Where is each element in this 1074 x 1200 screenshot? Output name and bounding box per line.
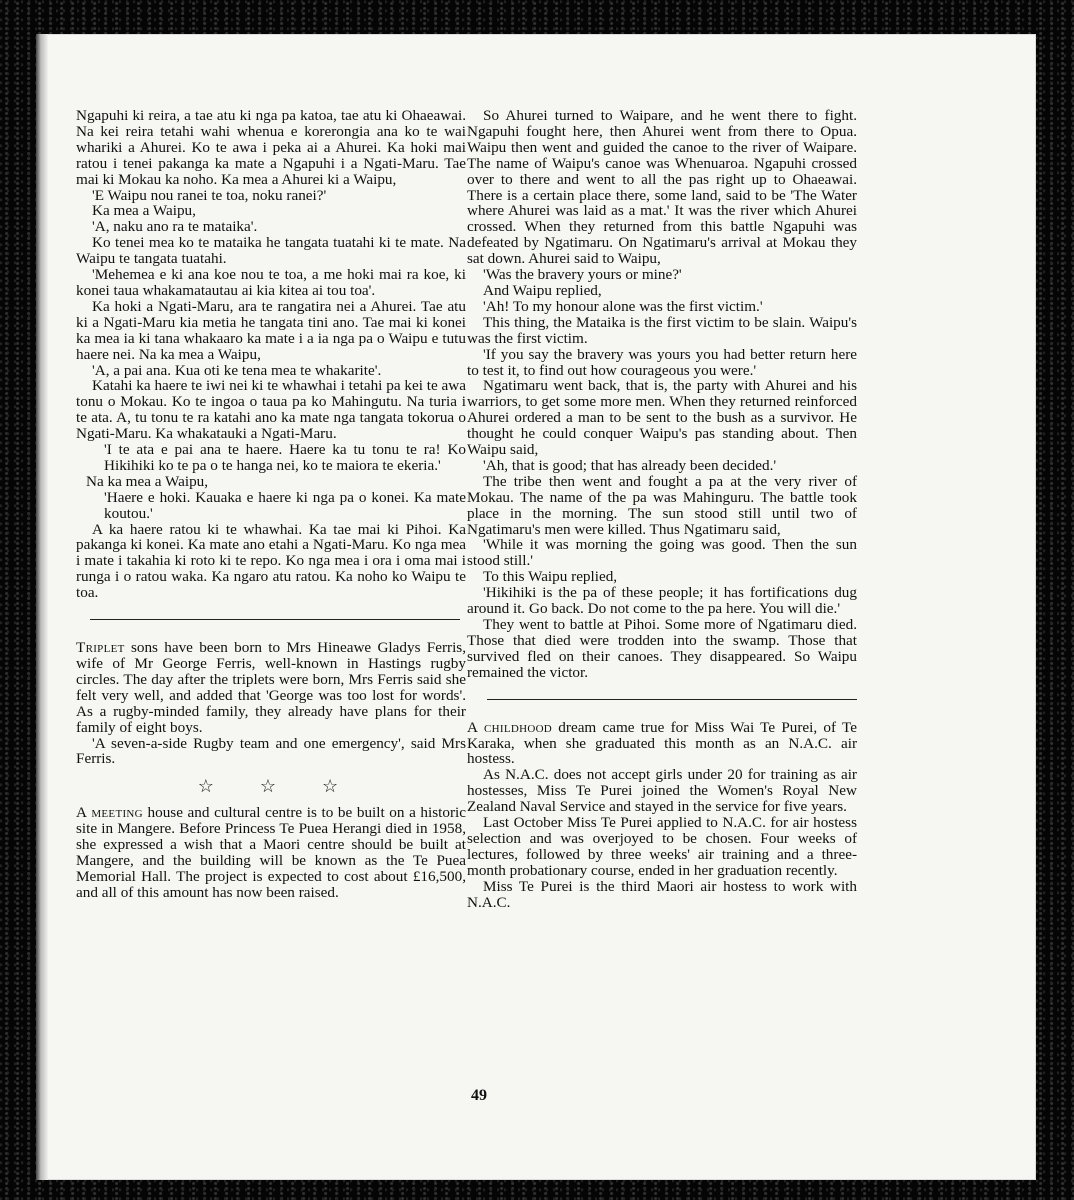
story-paragraph: Na ka mea a Waipu,	[86, 472, 209, 490]
story-paragraph: Ko tenei mea ko te mataika he tangata tuatahi ki te mate. Na Waipu te tangata tuatahi.	[76, 234, 466, 268]
story-paragraph: Ka hoki a Ngati-Maru, ara te rangatira nei a Ahurei. Tae atu ki a Ngati-Maru kia metia he tangata tini ano. Tae mai ki konei ka mea ia ki tana whakaaro ka mate i a ia nga pa o Waipu e tutu haere nei. Na ka mea a Waipu,	[76, 297, 466, 363]
maori-story-text	[76, 108, 466, 601]
story-paragraph: 'A, a pai ana. Kua oti ke tena mea te whakarite'.	[92, 361, 382, 379]
page-binding-edge	[36, 34, 48, 1180]
story-paragraph: 'Ah! To my honour alone was the first victim.'	[483, 297, 763, 315]
story-paragraph: Ngapuhi ki reira, a tae atu ki nga pa katoa, tae atu ki Ohaeawai. Na kei reira tetahi wahi whenua e korerongia ana ko te wai whariki a Ahurei. Ko te awa i peka ai a Ahurei. Ka hoki mai ratou i tenei pakanga ka mate a Ngapuhi i a Ngati-Maru. Tae mai ki Mokau ka noho. Ka mea a Ahurei ki a Waipu,	[76, 107, 466, 188]
section-divider	[487, 699, 857, 700]
childhood-lead: A childhood	[467, 718, 553, 736]
triplet-quote: 'A seven-a-side Rugby team and one emergency', said Mrs Ferris.	[76, 734, 466, 768]
story-paragraph: Ka mea a Waipu,	[92, 202, 196, 220]
story-paragraph: They went to battle at Pihoi. Some more of Ngatimaru died. Those that died were trodden into the swamp. Those that survived fled on their canoes. They disappeared. So Waipu remained the victor.	[467, 616, 857, 681]
story-paragraph: 'If you say the bravery was yours you had better return here to test it, to find out how courageous you were.'	[467, 345, 857, 379]
left-column	[76, 108, 466, 901]
story-paragraph: 'While it was morning the going was good. Then the sun stood still.'	[467, 536, 857, 570]
story-paragraph: 'Hikihiki is the pa of these people; it has fortifications dug around it. Go back. Do not come to the pa here. You will die.'	[467, 584, 857, 618]
english-story-text	[467, 108, 857, 681]
page-number: 49	[471, 1087, 487, 1104]
story-quote: 'I te ata e pai ana te haere. Haere ka tu tonu te ra! Ko Hikihiki ko te pa o te hanga nei, ko te maiora te ekeria.'	[104, 441, 466, 474]
story-paragraph: Katahi ka haere te iwi nei ki te whawhai i tetahi pa kei te awa tonu o Mokau. Ko te ingoa o taua pa ko Mahingutu. Na turia i te ata. A, tu tonu te ra katahi ano ka mate nga tangata tokorua o Ngati-Maru. Ka whakatauki a Ngati-Maru.	[76, 377, 466, 443]
triplet-news-item	[76, 640, 466, 767]
story-paragraph: 'Mehemea e ki ana koe nou te toa, a me hoki mai ra koe, ki konei taua whakamatautau ai kia kitea ai tou toa'.	[76, 266, 466, 299]
story-paragraph: And Waipu replied,	[483, 281, 602, 299]
meeting-text: house and cultural centre is to be built on a historic site in Mangere. Before Princess Te Puea Herangi died in 1958, she expressed a wish that a Maori centre should be built at Mangere, and the building will be known as the Te Puea Memorial Hall. The project is expected to cost about £16,500, and all of this amount has now been raised.	[76, 804, 466, 901]
news-paragraph: Miss Te Purei is the third Maori air hostess to work with N.A.C.	[467, 877, 857, 911]
triplet-lead: Triplet	[76, 639, 125, 657]
story-paragraph: 'Was the bravery yours or mine?'	[483, 266, 682, 284]
section-divider	[90, 619, 460, 620]
story-paragraph: 'E Waipu nou ranei te toa, noku ranei?'	[92, 186, 327, 204]
story-paragraph: 'A, naku ano ra te mataika'.	[92, 218, 258, 236]
news-paragraph: Last October Miss Te Purei applied to N.A.C. for air hostess selection and was overjoyed to be chosen. Four weeks of lectures, followed by three weeks' air training and a three-month probationary course, ended in her graduation recently.	[467, 814, 857, 879]
story-paragraph: The tribe then went and fought a pa at the very river of Mokau. The name of the pa was Mahinguru. The battle took place in the morning. The sun stood still until two of Ngatimaru's men were killed. Thus Ngatimaru said,	[467, 472, 857, 538]
air-hostess-news-item	[467, 720, 857, 911]
star-separator: ☆☆☆	[197, 776, 385, 797]
meeting-lead: A meeting	[76, 804, 143, 822]
news-paragraph: As N.A.C. does not accept girls under 20 for training as air hostesses, Miss Te Purei joined the Women's Royal New Zealand Naval Service and stayed in the service for five years.	[467, 766, 857, 816]
right-column	[467, 108, 857, 911]
meeting-house-news-item	[76, 805, 466, 900]
story-paragraph: This thing, the Mataika is the first victim to be slain. Waipu's was the first victim.	[467, 313, 857, 347]
story-paragraph: So Ahurei turned to Waipare, and he went there to fight. Ngapuhi fought here, then Ahurei went from there to Opua. Waipu then went and guided the canoe to the river of Waipare. The name of Waipu's canoe was Whenuaroa. Ngapuhi crossed over to there and went to all the pas right up to Ohaeawai. There is a certain place there, some land, said to be 'The Water where Ahurei was laid as a mat.' It was the river which Ahurei crossed. When they returned from this battle Ngapuhi was defeated by Ngatimaru. On Ngatimaru's arrival at Mokau they sat down. Ahurei said to Waipu,	[467, 107, 857, 268]
childhood-text: dream came true for Miss Wai Te Purei, of Te Karaka, when she graduated this month as an N.A.C. air hostess.	[467, 718, 857, 768]
story-paragraph: To this Waipu replied,	[483, 568, 618, 586]
story-quote: 'Haere e hoki. Kauaka e haere ki nga pa o konei. Ka mate koutou.'	[104, 488, 466, 522]
story-paragraph: 'Ah, that is good; that has already been decided.'	[483, 456, 777, 474]
triplet-text: sons have been born to Mrs Hineawe Gladys Ferris, wife of Mr George Ferris, well-known in Hastings rugby circles. The day after the triplets were born, Mrs Ferris said she felt very well, and added that 'George was too lost for words'. As a rugby-minded family, they already have plans for their family of eight boys.	[76, 639, 466, 736]
story-paragraph: Ngatimaru went back, that is, the party with Ahurei and his warriors, to get some more men. When they returned reinforced Ahurei ordered a man to be sent to the bush as a survivor. He thought he could conquer Waipu's pas standing about. Then Waipu said,	[467, 377, 857, 459]
story-paragraph: A ka haere ratou ki te whawhai. Ka tae mai ki Pihoi. Ka pakanga ki konei. Ka mate ano etahi a Ngati-Maru. Ko nga mea i mate i takahia ki roto ki te repo. Ko nga mea i ora i oma mai i runga i o ratou waka. Ka ngaro atu ratou. Ka noho ko Waipu te toa.	[76, 520, 466, 602]
